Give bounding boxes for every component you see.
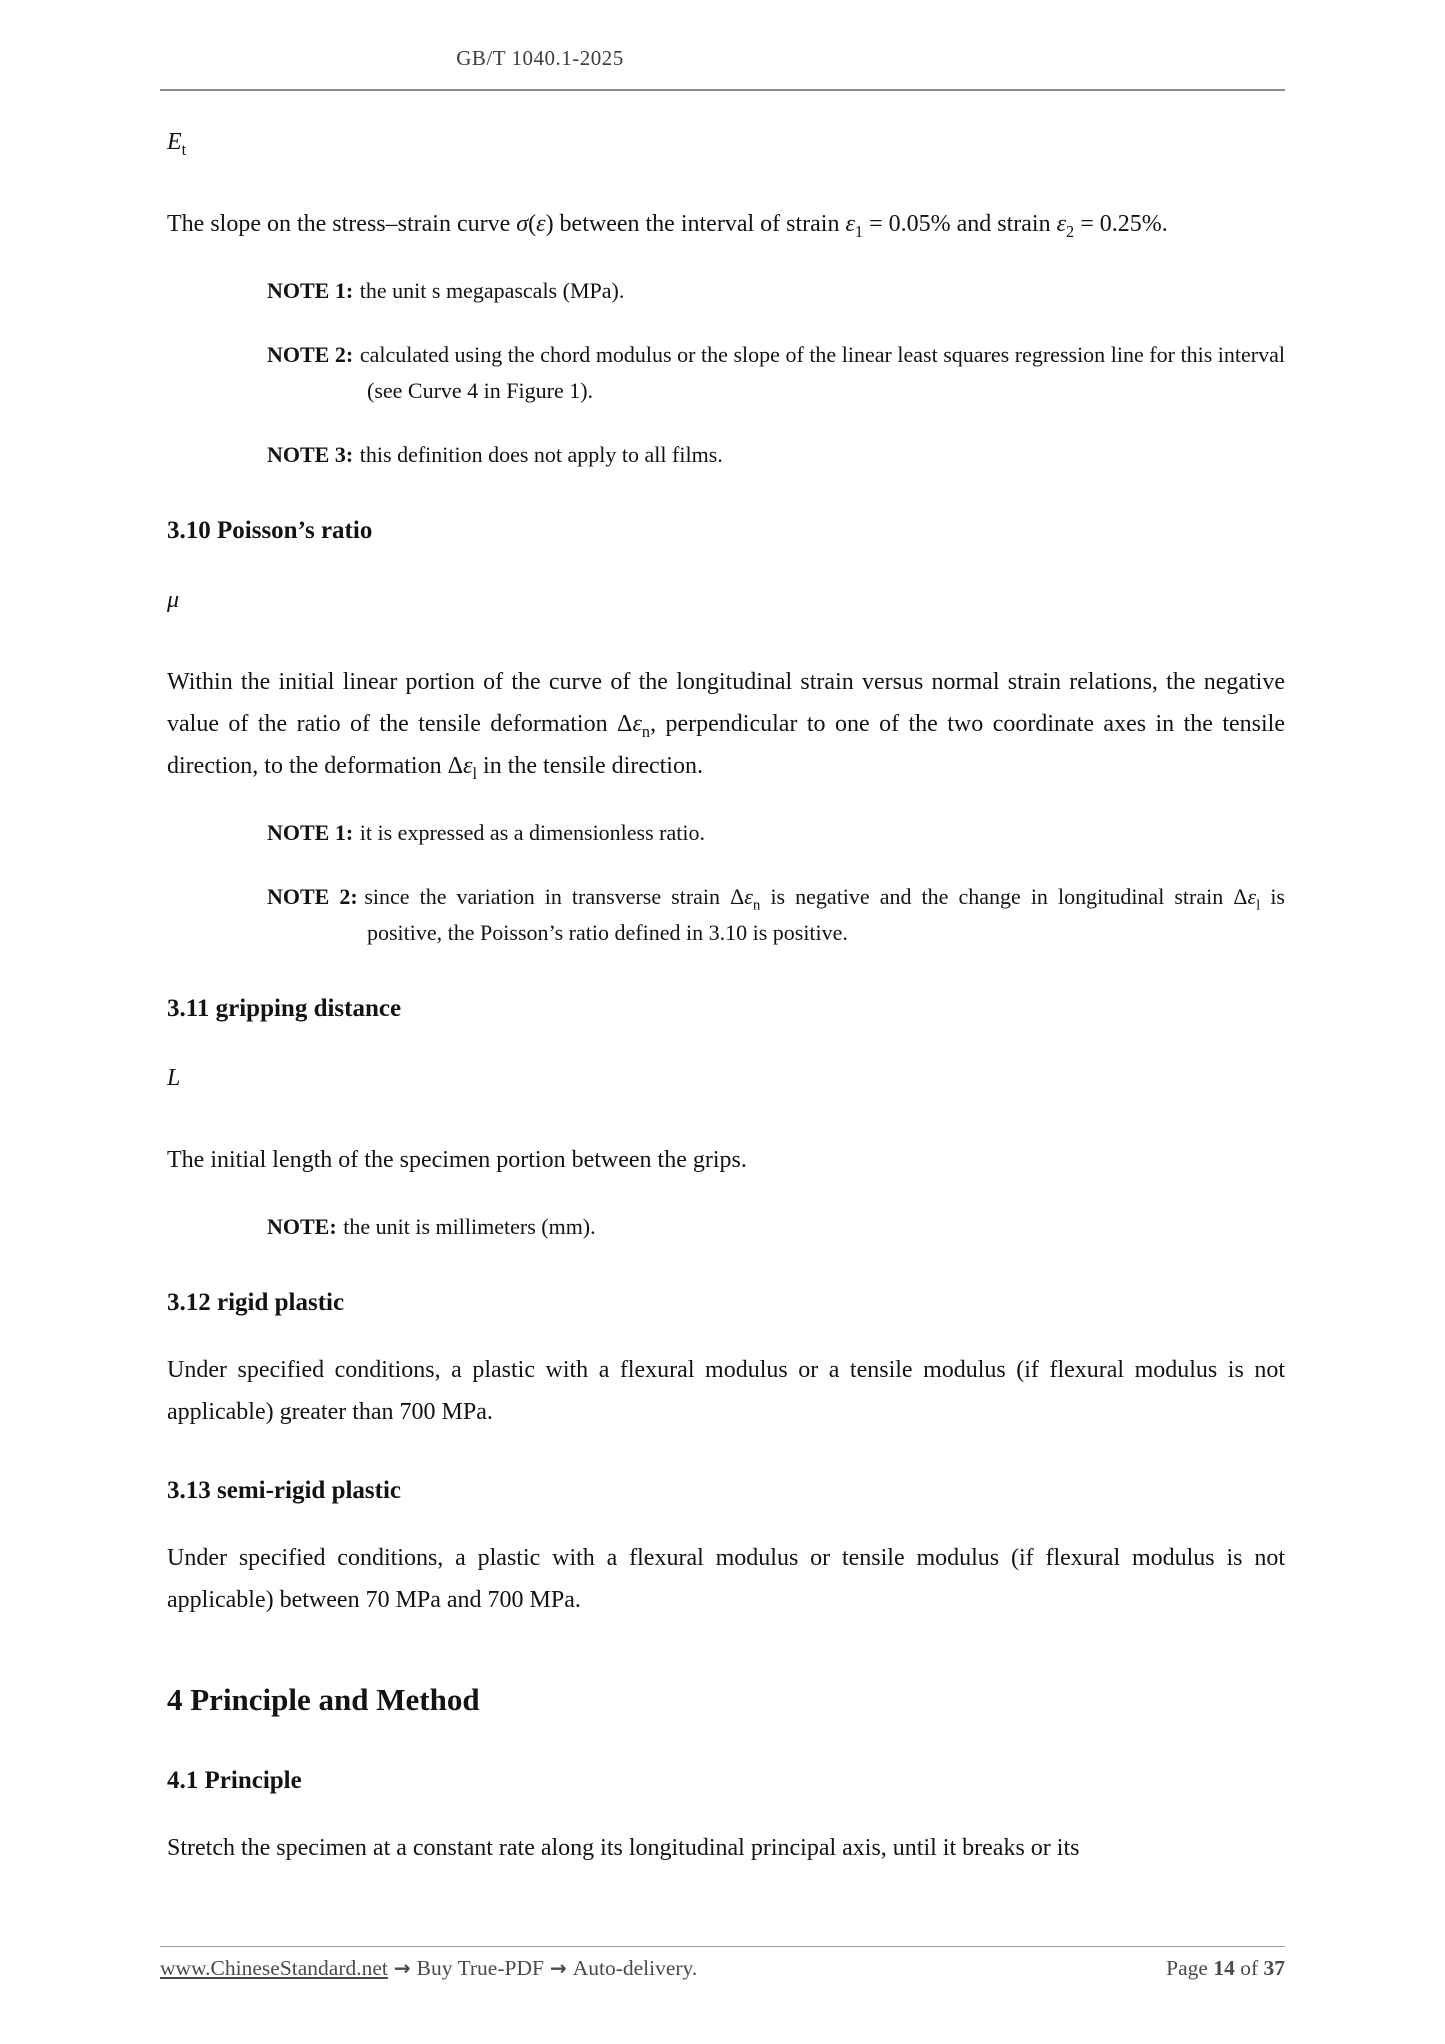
note-310-1	[167, 815, 1285, 851]
page-number: 14	[1213, 1956, 1235, 1980]
para-principle: Stretch the specimen at a constant rate along its longitudinal principal axis, until it breaks or its	[167, 1835, 1080, 1861]
section-heading-3-13: 3.13 semi-rigid plastic	[167, 1477, 402, 1504]
note-text: it is expressed as a dimensionless ratio.	[359, 820, 705, 845]
arrow-icon: →	[393, 1956, 411, 1980]
para-poissons-ratio-definition: Within the initial linear portion of the curve of the longitudinal strain versus normal strain relations, the negative value of the ratio of the tensile deformation $\Delta\varepsilon_n$, perpendicular to one of the two coordinate axes in the tensile direction, to the deformation $\Delta\varepsilon_l$ in the tensile direction.	[167, 669, 1286, 783]
of-word: of	[1240, 1956, 1259, 1980]
note-label: NOTE 2:	[267, 342, 354, 367]
note-Et-2	[167, 337, 1285, 409]
section-heading-3-11: 3.11 gripping distance	[167, 995, 402, 1022]
note-label: NOTE:	[267, 1214, 337, 1239]
symbol-L: L	[167, 1065, 181, 1091]
note-text: since the variation in transverse strain $\Delta\varepsilon_n$ is negative and the change in longitudinal strain $\Delta\varepsilon_l$ is positive, the Poisson’s ratio defined in 3.10 is positive.	[364, 884, 1285, 945]
note-label: NOTE 1:	[267, 278, 354, 303]
total-pages: 37	[1263, 1956, 1285, 1980]
para-gripping-distance-definition: The initial length of the specimen portion between the grips.	[167, 1147, 747, 1173]
note-label: NOTE 3:	[267, 442, 354, 467]
note-Et-3	[167, 437, 1285, 473]
note-311	[167, 1209, 1285, 1245]
page-footer	[160, 1956, 1285, 1981]
footer-rule	[160, 1946, 1285, 1947]
symbol-Et: $E_t$	[167, 129, 187, 159]
footer-buy-text: Buy True-PDF	[416, 1956, 544, 1980]
para-rigid-plastic-definition: Under specified conditions, a plastic with a flexural modulus or a tensile modulus (if flexural modulus is not applicable) greater than 700 MPa.	[167, 1357, 1285, 1425]
section-heading-3-10: 3.10 Poisson’s ratio	[167, 517, 373, 544]
document-content	[167, 91, 1285, 1897]
header-doc-number: GB/T 1040.1-2025	[456, 46, 624, 70]
para-semi-rigid-plastic-definition: Under specified conditions, a plastic with a flexural modulus or tensile modulus (if flexural modulus is not applicable) between 70 MPa and 700 MPa.	[167, 1545, 1285, 1613]
page-indicator	[1166, 1956, 1285, 1981]
footer-left	[160, 1956, 697, 1981]
note-text: calculated using the chord modulus or the slope of the linear least squares regression line for this interval (see Curve 4 in Figure 1).	[359, 342, 1285, 403]
footer-site-link[interactable]: www.ChineseStandard.net	[160, 1956, 388, 1980]
note-Et-1	[167, 273, 1285, 309]
note-text: this definition does not apply to all films.	[359, 442, 723, 467]
note-label: NOTE 1:	[267, 820, 354, 845]
note-label: NOTE 2:	[267, 884, 358, 909]
footer-delivery-text: Auto-delivery.	[572, 1956, 698, 1980]
page-word: Page	[1166, 1956, 1208, 1980]
para-tensile-modulus-definition: The slope on the stress–strain curve σ(ε) between the interval of strain $\varepsilon_1 = 0.05\%$ and strain $\varepsilon_2 = 0.25\%$.	[167, 211, 1168, 241]
section-heading-4-1: 4.1 Principle	[167, 1767, 302, 1794]
section-heading-3-12: 3.12 rigid plastic	[167, 1289, 345, 1316]
arrow-icon: →	[549, 1956, 567, 1980]
note-310-2	[167, 879, 1285, 951]
chapter-heading-4: 4 Principle and Method	[167, 1682, 480, 1717]
note-text: the unit s megapascals (MPa).	[359, 278, 625, 303]
symbol-mu: μ	[167, 587, 180, 613]
note-text: the unit is millimeters (mm).	[343, 1214, 596, 1239]
